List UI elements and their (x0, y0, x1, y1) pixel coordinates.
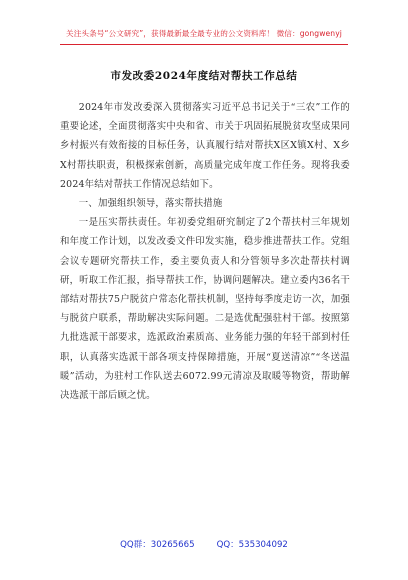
header-note: 关注头条号“公文研究”，获得最新最全最专业的公文资料库！ 微信：gongwenyj (66, 29, 342, 38)
document-body (60, 98, 350, 405)
qq-group-label: QQ群：30265665 (120, 540, 195, 550)
header-divider (60, 44, 348, 45)
section-heading: 一、加强组织领导，落实帮扶措施 (78, 198, 223, 210)
footer-contact (0, 538, 408, 550)
qq-number-label: QQ：535304092 (216, 540, 288, 550)
body-paragraph: 一是压实帮扶责任。年初委党组研究制定了2个帮扶村三年规划和年度工作计划，以发改委文件印发实施，稳步推进帮扶工作。党组会议专题研究帮扶工作，委主要负责人和分管领导多次赴帮扶村调研，听取工作汇报，指导帮扶工作，协调问题解决。建立委内36名干部结对帮扶75户脱贫户常态化帮扶机制，坚持每季度走访一次，加强与脱贫户联系，帮助解决实际问题。二是选优配强驻村干部。按照第九批选派干部要求，选派政治素质高、业务能力强的年轻干部到村任职，认真落实选派干部各项支持保障措施，开展“夏送清凉”“冬送温暖”活动，为驻村工作队送去6072.99元清凉及取暖等物资，帮助解决选派干部后顾之忧。 (60, 217, 351, 402)
intro-paragraph: 2024年市发改委深入贯彻落实习近平总书记关于“三农”工作的重要论述，全面贯彻落实中央和省、市关于巩固拓展脱贫攻坚成果同乡村振兴有效衔接的目标任务，认真履行结对帮扶X区X镇X村、X乡X村帮扶职责，积极探索创新，高质量完成年度工作任务。现将我委2024年结对帮扶工作情况总结如下。 (60, 102, 350, 190)
document-title: 市发改委2024年度结对帮扶工作总结 (110, 70, 298, 82)
